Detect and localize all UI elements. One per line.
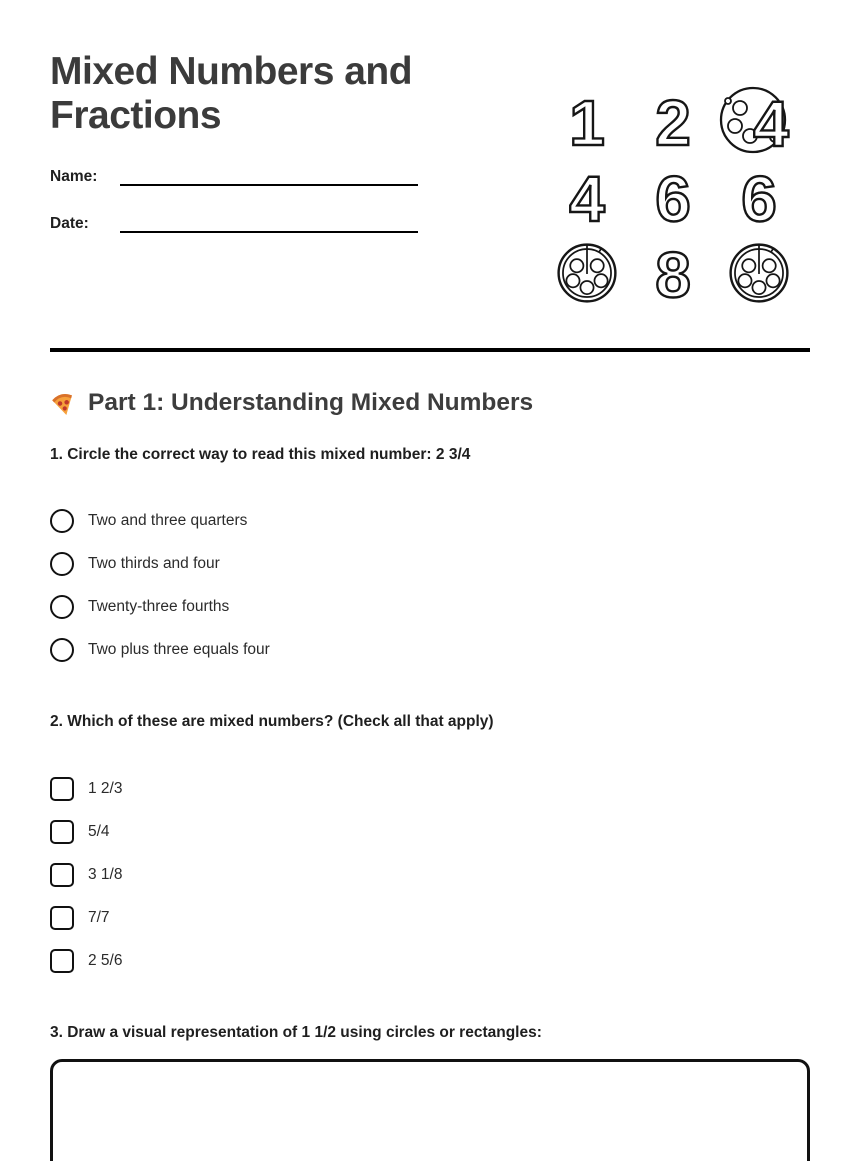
bubble-number-pizza (716, 85, 802, 157)
drawing-area[interactable] (50, 1059, 810, 1161)
date-input-line[interactable] (120, 215, 418, 233)
page-title: Mixed Numbers and Fractions (50, 50, 413, 138)
checkbox-option-label: 2 5/6 (88, 952, 123, 969)
svg-text:4: 4 (569, 163, 605, 233)
checkbox-option-label: 1 2/3 (88, 780, 123, 797)
radio-button[interactable] (50, 509, 74, 533)
q3-text: 3. Draw a visual representation of 1 1/2 using circles or rectangles: (50, 1024, 542, 1041)
checkbox[interactable] (50, 949, 74, 973)
checkbox[interactable] (50, 777, 74, 801)
part1-heading (50, 389, 810, 417)
svg-text:6: 6 (741, 163, 777, 233)
header-left (50, 0, 520, 233)
radio-option-row (50, 638, 810, 662)
checkbox-option-row (50, 906, 810, 930)
name-input-line[interactable] (120, 168, 418, 186)
checkbox[interactable] (50, 863, 74, 887)
radio-button[interactable] (50, 552, 74, 576)
bubble-number (544, 85, 630, 157)
bubble-number (630, 85, 716, 157)
checkbox-option-row (50, 777, 810, 801)
radio-button[interactable] (50, 595, 74, 619)
checkbox[interactable] (50, 906, 74, 930)
svg-text:4: 4 (753, 88, 789, 157)
bubble-number (630, 237, 716, 309)
checkbox[interactable] (50, 820, 74, 844)
svg-text:8: 8 (655, 239, 691, 309)
svg-text:6: 6 (655, 163, 691, 233)
radio-option-label: Two plus three equals four (88, 641, 270, 658)
radio-button[interactable] (50, 638, 74, 662)
worksheet-header (50, 0, 810, 310)
svg-text:1: 1 (569, 87, 605, 157)
date-label: Date: (50, 215, 89, 233)
q2-options (50, 777, 810, 973)
date-field-row (50, 212, 520, 233)
radio-option-row (50, 509, 810, 533)
q1-options (50, 509, 810, 662)
name-field-row (50, 165, 520, 186)
bubble-number (544, 161, 630, 233)
svg-text:2: 2 (655, 87, 691, 157)
radio-option-label: Twenty-three fourths (88, 598, 230, 615)
pizza-icon (544, 237, 630, 309)
pizza-slice-icon (47, 387, 80, 420)
radio-option-label: Two thirds and four (88, 555, 220, 572)
radio-option-row (50, 552, 810, 576)
decor-grid (544, 85, 802, 309)
bubble-number (630, 161, 716, 233)
checkbox-option-row (50, 949, 810, 973)
part1-heading-label: Part 1: Understanding Mixed Numbers (88, 389, 534, 416)
checkbox-option-row (50, 820, 810, 844)
radio-option-row (50, 595, 810, 619)
checkbox-option-label: 5/4 (88, 823, 110, 840)
pizza-icon (716, 237, 802, 309)
section-divider (50, 348, 810, 352)
bubble-number (716, 161, 802, 233)
checkbox-option-label: 3 1/8 (88, 866, 123, 883)
radio-option-label: Two and three quarters (88, 512, 248, 529)
name-label: Name: (50, 168, 98, 186)
checkbox-option-label: 7/7 (88, 909, 110, 926)
q2-text: 2. Which of these are mixed numbers? (Check all that apply) (50, 713, 494, 730)
q1-text: 1. Circle the correct way to read this mixed number: 2 3/4 (50, 446, 471, 463)
checkbox-option-row (50, 863, 810, 887)
